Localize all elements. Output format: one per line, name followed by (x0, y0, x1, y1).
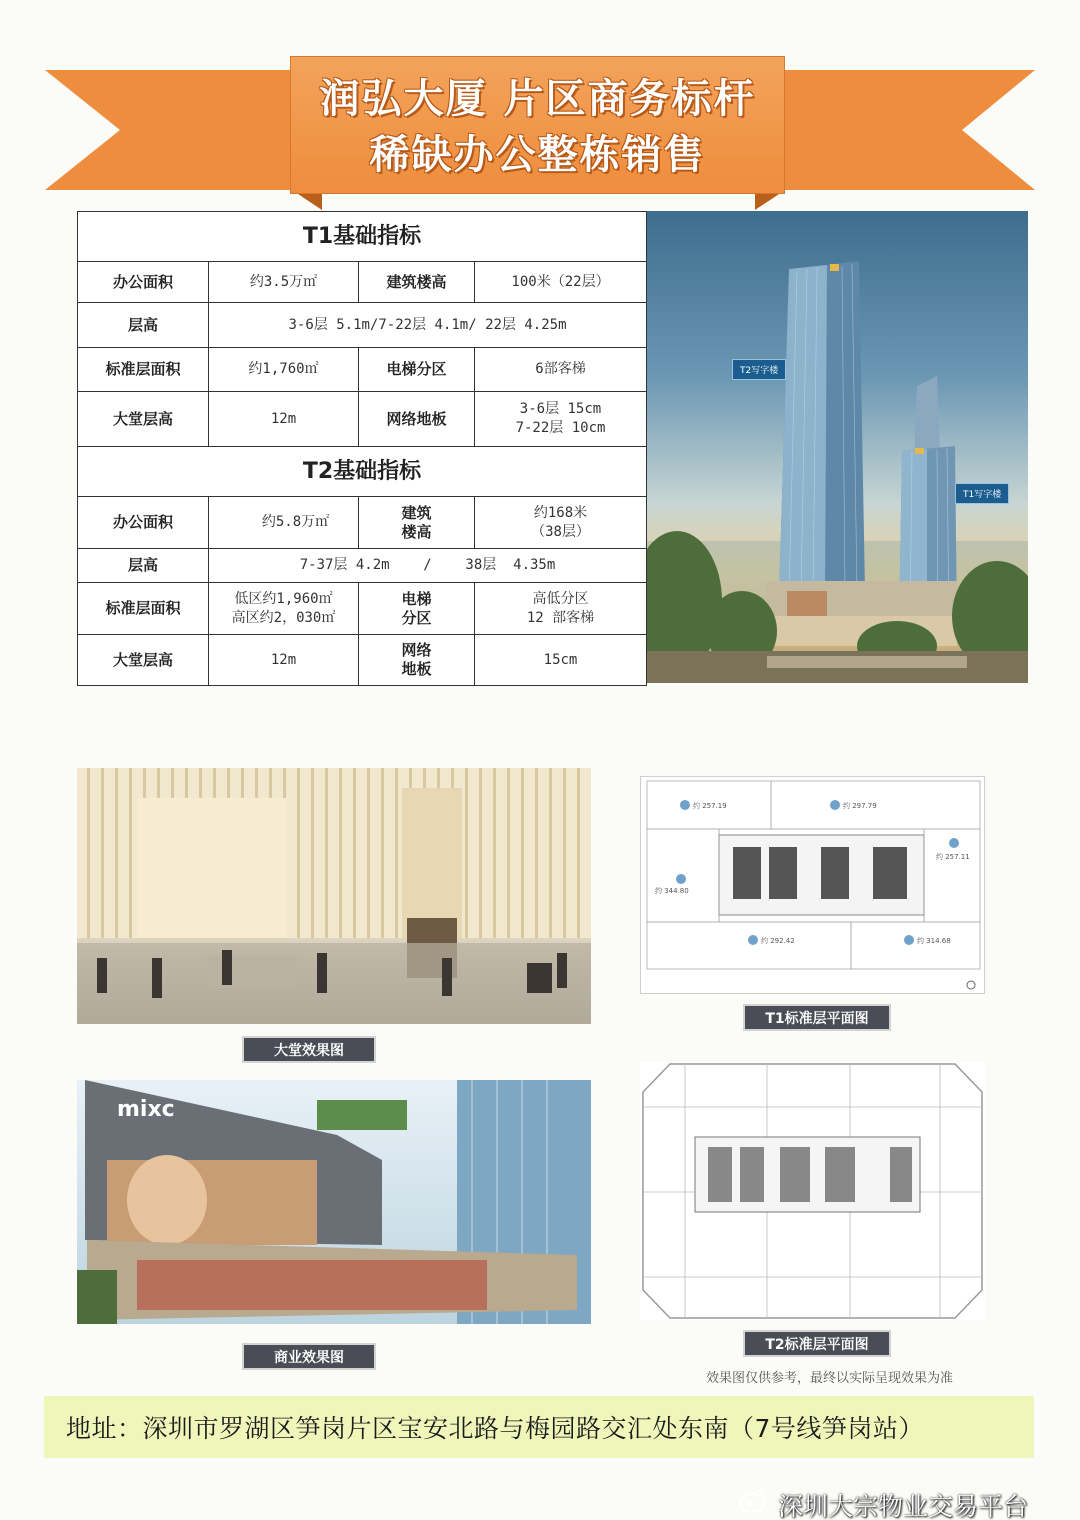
t2-office-area-value: 约5.8万㎡ (209, 497, 359, 549)
address-text: 地址：深圳市罗湖区笋岗片区宝安北路与梅园路交汇处东南（7号线笋岗站） (66, 1414, 924, 1443)
t1-std-area-value: 约1,760㎡ (209, 348, 359, 392)
table-row (78, 583, 647, 635)
table-row (78, 392, 647, 447)
t2-std-area-value-line2: 高区约2，030㎡ (231, 609, 336, 626)
t1-network-value-line2: 7-22层 10cm (515, 420, 606, 436)
mall-illustration (77, 1080, 591, 1324)
tower-render-image (647, 211, 1028, 683)
t2-height-label-line1: 建筑 (401, 503, 432, 522)
t2-height-value-line2: （38层） (531, 523, 590, 540)
t1-lobby-value: 12m (209, 392, 359, 447)
t2-network-label-line2: 地板 (401, 660, 432, 678)
plan1-unit-4: 约 314.68 (917, 937, 951, 945)
table-row (78, 549, 647, 583)
table-row (78, 348, 647, 392)
t1-floor-plan (641, 777, 985, 994)
address-banner (44, 1396, 1034, 1458)
t1-elevator-label: 电梯分区 (359, 348, 475, 392)
t2-elevator-label-line2: 分区 (401, 608, 432, 627)
t2-std-area-value-line1: 低区约1,960㎡ (234, 590, 333, 607)
watermark-text: 深圳大宗物业交易平台 (778, 1492, 1029, 1520)
t1-tower-tag: T1写字楼 (955, 483, 1009, 504)
t2-height-label (359, 497, 475, 549)
title-banner (0, 40, 1080, 210)
t2-lobby-label: 大堂层高 (78, 635, 209, 686)
table-row (78, 262, 647, 303)
lobby-caption: 大堂效果图 (242, 1036, 376, 1063)
t2-floor-height-value: 7-37层 4.2m / 38层 4.35m (209, 549, 647, 583)
t2-std-area-value (209, 583, 359, 635)
t1-elevator-value: 6部客梯 (475, 348, 647, 392)
lobby-illustration (77, 768, 591, 1024)
t2-elevator-value-line2: 12 部客梯 (526, 609, 595, 626)
t2-std-area-label: 标准层面积 (78, 583, 209, 635)
t2-network-value: 15cm (475, 635, 647, 686)
lobby-render-image (77, 768, 591, 1024)
t2-floor-plan-image (640, 1062, 985, 1320)
mall-caption: 商业效果图 (242, 1343, 376, 1370)
t1-network-value (475, 392, 647, 447)
t1-height-value: 100米（22层） (475, 262, 647, 303)
t2-tower-tag: T2写字楼 (732, 359, 786, 380)
table-row (78, 497, 647, 549)
table-row (78, 635, 647, 686)
t2-plan-caption: T2标准层平面图 (743, 1330, 891, 1357)
t1-office-area-label: 办公面积 (78, 262, 209, 303)
t2-network-label (359, 635, 475, 686)
weibo-icon (738, 1488, 768, 1514)
plan1-unit-5: 约 292.42 (761, 937, 795, 945)
plan1-unit-6: 约 344.80 (655, 887, 689, 895)
banner-subheadline: 稀缺办公整栋销售 (369, 132, 706, 178)
mall-sign: mixc (117, 1097, 175, 1122)
t2-elevator-label-line1: 电梯 (401, 589, 432, 608)
t2-height-value-line1: 约168米 (533, 504, 588, 521)
t2-title: T2基础指标 (78, 447, 647, 497)
t1-std-area-label: 标准层面积 (78, 348, 209, 392)
spec-table (77, 211, 647, 686)
t2-elevator-label (359, 583, 475, 635)
table-row (78, 303, 647, 348)
mall-render-image (77, 1080, 591, 1324)
t1-height-label: 建筑楼高 (359, 262, 475, 303)
t2-office-area-label: 办公面积 (78, 497, 209, 549)
t2-elevator-value-line1: 高低分区 (532, 590, 589, 607)
t1-floor-height-label: 层高 (78, 303, 209, 348)
t2-network-label-line1: 网络 (401, 641, 432, 659)
banner-headline: 润弘大厦 片区商务标杆 (319, 76, 756, 122)
t2-title-row (78, 447, 647, 497)
t1-plan-caption: T1标准层平面图 (743, 1004, 891, 1031)
t2-height-label-line2: 楼高 (401, 522, 432, 541)
t2-elevator-value (475, 583, 647, 635)
t1-network-label: 网络地板 (359, 392, 475, 447)
t2-height-value (475, 497, 647, 549)
t2-lobby-value: 12m (209, 635, 359, 686)
t1-floor-height-value: 3-6层 5.1m/7-22层 4.1m/ 22层 4.25m (209, 303, 647, 348)
t1-title-row (78, 212, 647, 262)
t1-floor-plan-image (640, 776, 985, 994)
t1-office-area-value: 约3.5万㎡ (209, 262, 359, 303)
plan1-unit-1: 约 257.19 (693, 802, 727, 810)
t2-floor-plan (640, 1062, 985, 1320)
disclaimer-note: 效果图仅供参考，最终以实际呈现效果为准 (706, 1371, 954, 1386)
t1-title: T1基础指标 (78, 212, 647, 262)
t1-network-value-line1: 3-6层 15cm (519, 401, 602, 417)
plan1-unit-3: 约 257.11 (936, 853, 970, 861)
tower-illustration (647, 211, 1028, 683)
banner-title-box (290, 56, 785, 194)
t1-lobby-label: 大堂层高 (78, 392, 209, 447)
plan1-unit-2: 约 297.79 (843, 802, 877, 810)
t2-floor-height-label: 层高 (78, 549, 209, 583)
